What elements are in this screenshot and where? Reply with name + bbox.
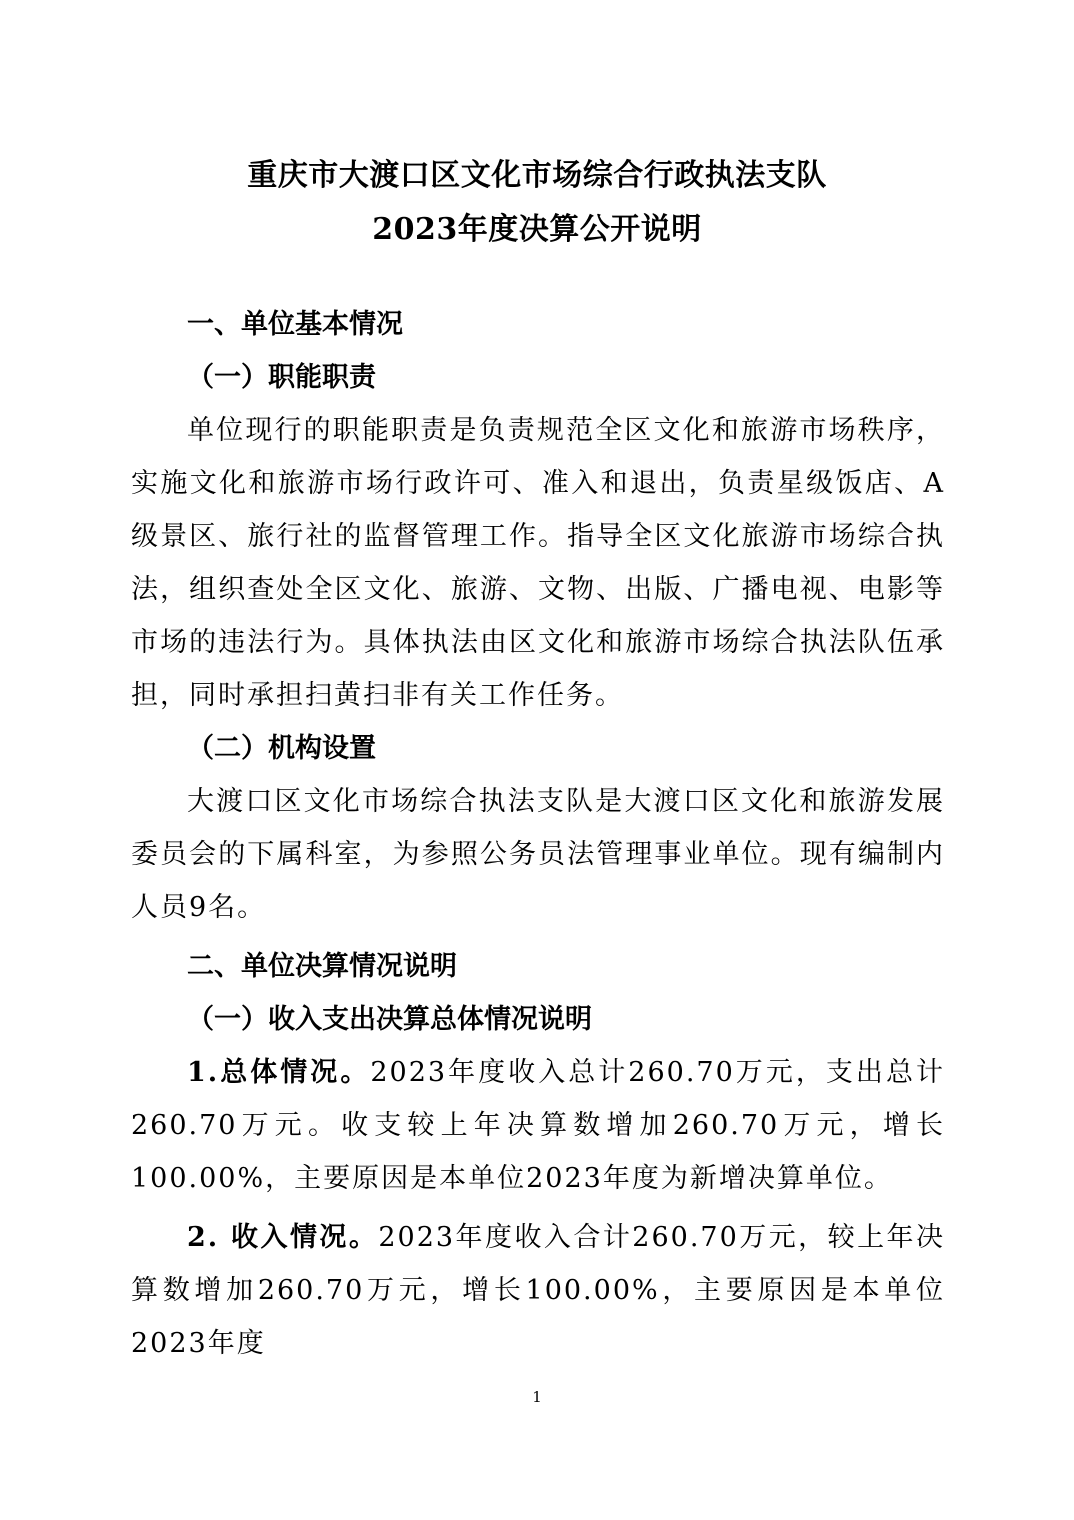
document-title-line-1: 重庆市大渡口区文化市场综合行政执法支队 bbox=[247, 158, 827, 193]
subsection-heading-organization: （二）机构设置 bbox=[187, 733, 376, 764]
paragraph-lead-income: 2. 收入情况。 bbox=[187, 1222, 379, 1253]
subsection-heading-overall: （一）收入支出决算总体情况说明 bbox=[187, 1004, 592, 1035]
paragraph-overall-situation bbox=[131, 1046, 945, 1205]
paragraph-text-income: 2023年度收入合计260.70万元，较上年决算数增加260.70万元，增长100.00%，主要原因是本单位2023年度 bbox=[131, 1222, 945, 1359]
document-title-line-2: 2023年度决算公开说明 bbox=[372, 212, 702, 247]
paragraph-income-situation bbox=[131, 1211, 945, 1370]
paragraph-text-overall: 2023年度收入总计260.70万元，支出总计260.70万元。收支较上年决算数增加260.70万元，增长100.00%，主要原因是本单位2023年度为新增决算单位。 bbox=[131, 1057, 945, 1194]
paragraph-organization: 大渡口区文化市场综合执法支队是大渡口区文化和旅游发展委员会的下属科室，为参照公务员法管理事业单位。现有编制内人员9名。 bbox=[131, 786, 945, 923]
paragraph-functions: 单位现行的职能职责是负责规范全区文化和旅游市场秩序，实施文化和旅游市场行政许可、准入和退出，负责星级饭店、A级景区、旅行社的监督管理工作。指导全区文化旅游市场综合执法，组织查处全区文化、旅游、文物、出版、广播电视、电影等市场的违法行为。具体执法由区文化和旅游市场综合执法队伍承担，同时承担扫黄扫非有关工作任务。 bbox=[131, 415, 945, 711]
subsection-heading-functions: （一）职能职责 bbox=[187, 362, 376, 393]
paragraph-lead-overall: 1.总体情况。 bbox=[187, 1057, 371, 1088]
section-heading-final-accounts: 二、单位决算情况说明 bbox=[187, 951, 457, 982]
document-body bbox=[131, 298, 945, 1370]
page-number: 1 bbox=[532, 1388, 542, 1406]
section-heading-basic-info: 一、单位基本情况 bbox=[187, 309, 403, 340]
